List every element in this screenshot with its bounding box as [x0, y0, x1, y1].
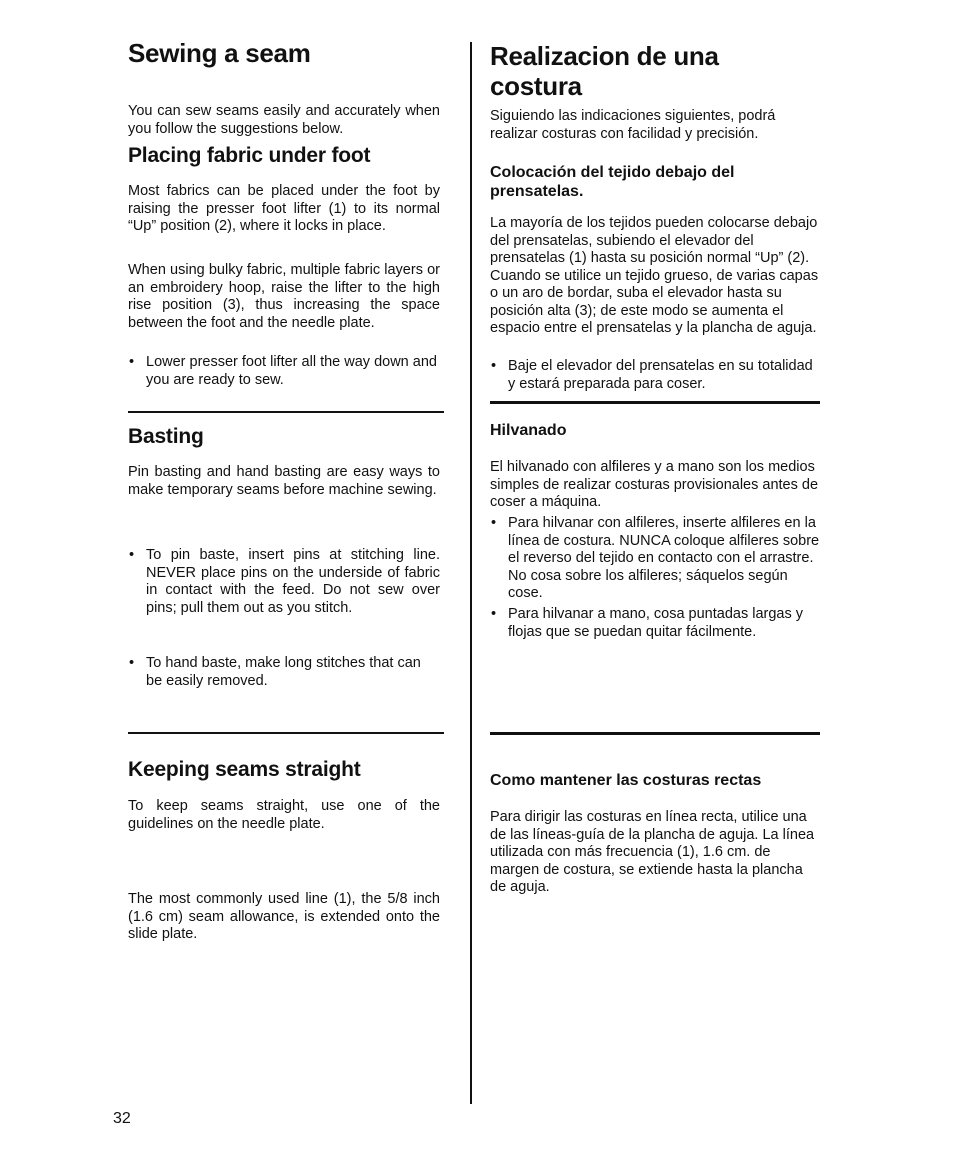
section-heading-straight: Keeping seams straight: [128, 758, 361, 781]
basting-bullet-hand: [128, 655, 440, 690]
placing-paragraph-es: La mayoría de los tejidos pueden colocarse debajo del prensatelas, subiendo el elevador del prensatelas (1) hasta su posición normal “Up” (2). Cuando se utilice un tejido grueso, de varias capas o un aro de bordar, suba el elevador hasta su posición alta (3); de este modo se aumenta el espacio entre el prensatelas y la plancha de aguja.: [490, 215, 819, 336]
bullet-icon: •: [491, 358, 497, 374]
basting-bullet-hand-es: [490, 606, 820, 641]
page-number: 32: [113, 1110, 131, 1127]
section-heading-basting: Basting: [128, 425, 204, 448]
straight-paragraph-1: To keep seams straight, use one of the guidelines on the needle plate.: [128, 798, 440, 832]
section-divider: [128, 411, 444, 413]
placing-bullet: [128, 354, 440, 389]
bullet-icon: •: [129, 354, 135, 370]
basting-paragraph: Pin basting and hand basting are easy ways to make temporary seams before machine sewing.: [128, 464, 440, 498]
bullet-text: To hand baste, make long stitches that can be easily removed.: [146, 655, 421, 689]
page-title-es-line1: Realizacion de una: [490, 41, 719, 71]
section-heading-placing-es-line1: Colocación del tejido debajo del: [490, 164, 735, 181]
straight-paragraph-2: The most commonly used line (1), the 5/8 inch (1.6 cm) seam allowance, is extended onto the slide plate.: [128, 891, 440, 942]
straight-paragraph-es: Para dirigir las costuras en línea recta, utilice una de las líneas-guía de la plancha de aguja. La línea utilizada con más frecuencia (1), 1.6 cm. de margen de costura, se extiende hasta la plancha de aguja.: [490, 809, 815, 895]
section-divider: [490, 401, 820, 404]
section-heading-placing-es-line2: prensatelas.: [490, 183, 584, 200]
section-heading-basting-es: Hilvanado: [490, 422, 567, 439]
section-heading-straight-es: Como mantener las costuras rectas: [490, 772, 762, 789]
basting-bullet-pin-es: [490, 515, 820, 603]
intro-paragraph: You can sew seams easily and accurately when you follow the suggestions below.: [128, 103, 440, 137]
bullet-icon: •: [491, 606, 497, 622]
intro-paragraph-es: Siguiendo las indicaciones siguientes, podrá realizar costuras con facilidad y precisión.: [490, 108, 776, 142]
bullet-icon: •: [129, 655, 135, 671]
bullet-text: To pin baste, insert pins at stitching line. NEVER place pins on the underside of fabric in contact with the feed. Do not sew over pins; pull them out as you stitch.: [146, 547, 440, 616]
column-divider: [470, 42, 472, 1104]
page-title: Sewing a seam: [128, 38, 311, 68]
section-divider: [490, 732, 820, 735]
bullet-icon: •: [491, 515, 497, 531]
placing-paragraph-2: When using bulky fabric, multiple fabric layers or an embroidery hoop, raise the lifter to the high rise position (3), thus increasing the space between the foot and the needle plate.: [128, 262, 440, 331]
bullet-text: Para hilvanar a mano, cosa puntadas largas y flojas que se puedan quitar fácilmente.: [508, 606, 804, 640]
bullet-icon: •: [129, 547, 135, 563]
placing-bullet-es: [490, 358, 820, 393]
bullet-text: Para hilvanar con alfileres, inserte alfileres en la línea de costura. NUNCA coloque alfileres sobre el reverso del tejido en contacto con el arrastre. No cosa sobre los alfileres; sáquelos según cose.: [508, 515, 820, 601]
basting-paragraph-es: El hilvanado con alfileres y a mano son los medios simples de realizar costuras provisionales antes de coser a máquina.: [490, 459, 819, 510]
basting-bullet-pin: [128, 547, 440, 617]
section-divider: [128, 732, 444, 734]
placing-paragraph-1: Most fabrics can be placed under the foot by raising the presser foot lifter (1) to its normal “Up” position (2), where it locks in place.: [128, 183, 440, 234]
bullet-text: Baje el elevador del prensatelas en su totalidad y estará preparada para coser.: [508, 358, 813, 392]
page-title-es-line2: costura: [490, 71, 582, 101]
section-heading-placing: Placing fabric under foot: [128, 144, 371, 167]
bullet-text: Lower presser foot lifter all the way down and you are ready to sew.: [146, 354, 437, 388]
